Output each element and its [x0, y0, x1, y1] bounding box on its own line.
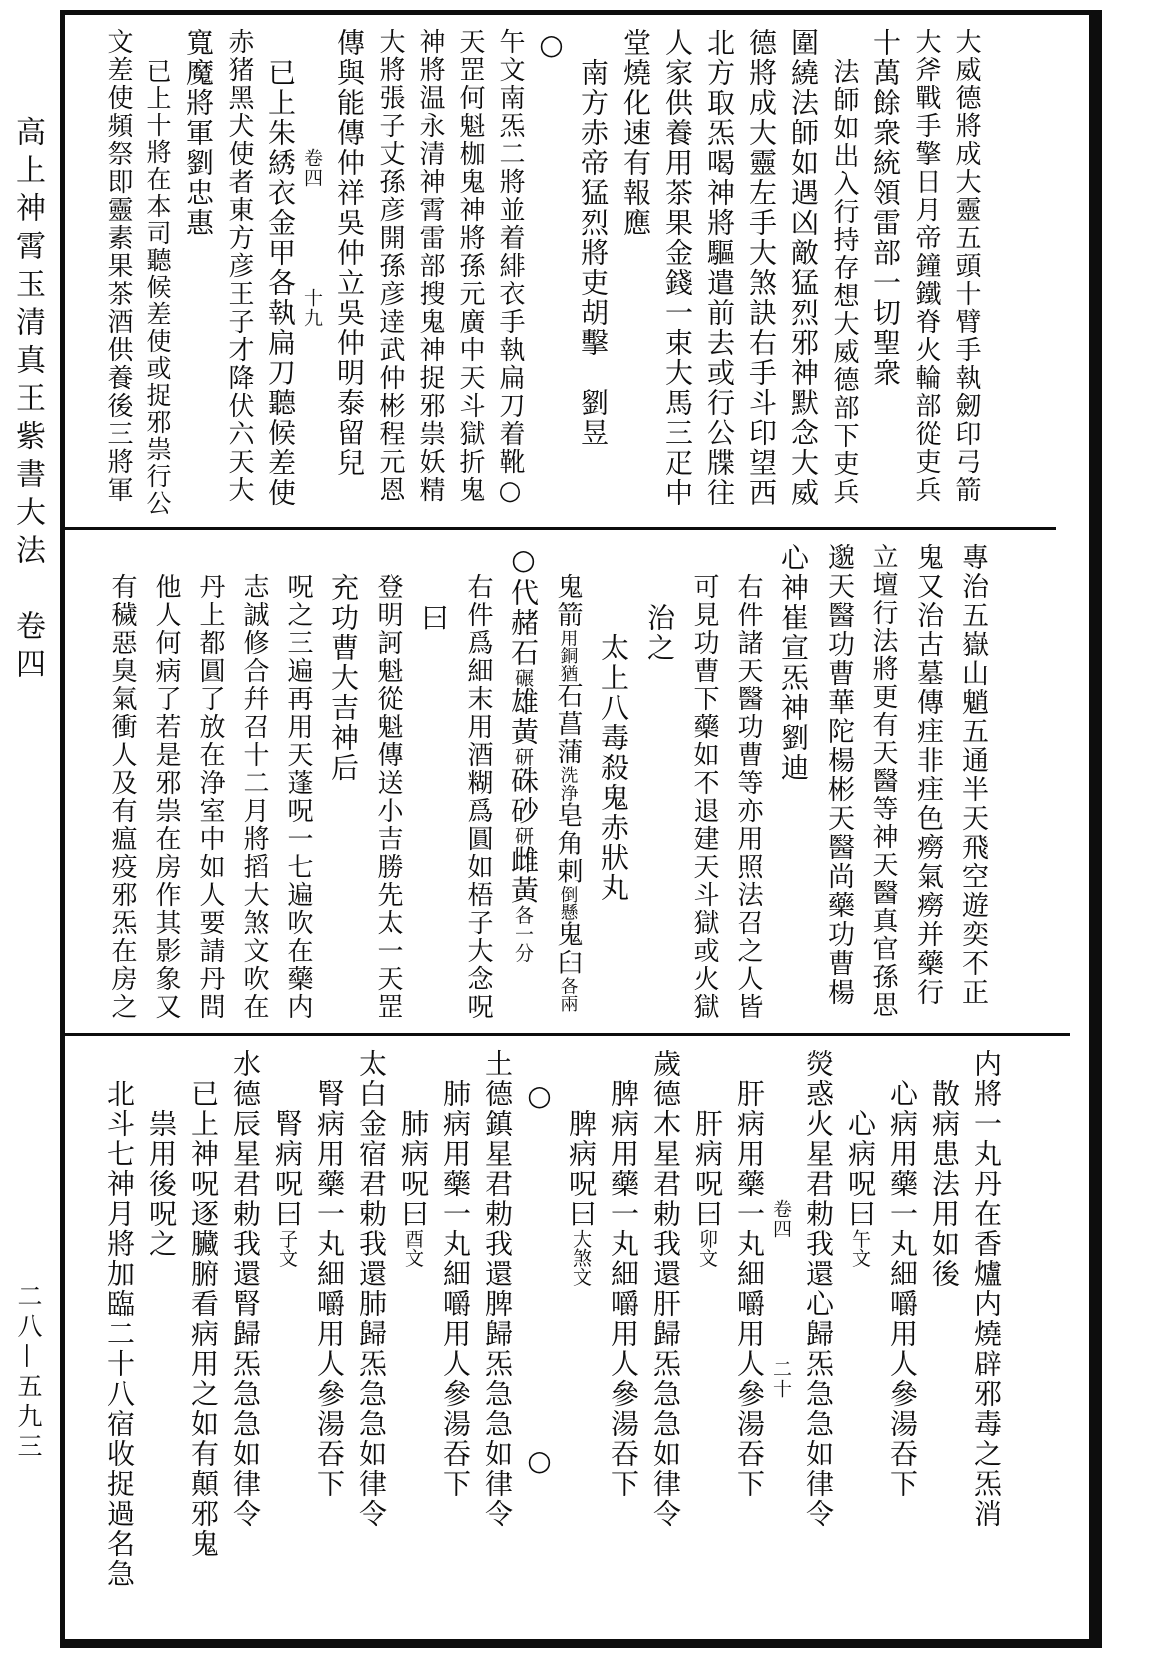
column-text: 傳與能傳仲祥吳仲立吳仲明泰留兒: [333, 28, 366, 478]
column-text: ○ ○: [523, 1079, 556, 1479]
text-column: [103, 1049, 136, 1626]
text-column: [327, 543, 360, 1020]
text-column: [457, 28, 483, 514]
page-number: 二八—五九三: [14, 1283, 43, 1463]
text-band-3: [65, 1033, 1070, 1639]
text-column: [886, 1049, 919, 1626]
column-text: 内將一丸丹在香爐内燒辟邪毒之炁消: [970, 1049, 1003, 1529]
text-column: [465, 543, 491, 1020]
column-text: 心病呪曰: [844, 1109, 877, 1229]
column-text: 呪之三遍再用天蓬呪一七遍吹在藥内: [283, 573, 313, 1021]
column-text: 已上十將在本司聽候差使或捉邪祟行公: [143, 58, 172, 517]
text-column: [661, 28, 694, 514]
text-column: [970, 1049, 1003, 1626]
column-text: 肺病呪曰: [397, 1109, 430, 1229]
column-text: 人家供養用茶果金錢一束大馬三疋中: [661, 28, 694, 508]
text-column: [831, 28, 857, 514]
column-text: 土德鎮星君勅我還脾歸炁急急如律令: [481, 1049, 514, 1529]
column-text: 文差使頻祭即靈素果茶酒供養後三將軍: [103, 28, 133, 504]
text-column: [565, 1049, 598, 1626]
text-column: [397, 1049, 430, 1626]
text-column: [914, 543, 941, 1020]
text-column: [333, 28, 366, 514]
column-text: 雄黃: [507, 687, 540, 748]
column-text: 大斧戰手擎日月帝鐘鐵脊火輪部從吏兵: [911, 28, 941, 504]
column-text: 十萬餘衆統領雷部一切聖衆: [869, 28, 902, 388]
column-text: 心神崔宣炁神劉迪: [777, 543, 810, 783]
column-text: 已上神呪逐臟腑看病用之如有顛邪鬼: [187, 1079, 220, 1559]
text-column: [313, 1049, 346, 1626]
volume-label: 卷四: [10, 610, 45, 686]
column-text: 寬魔將軍劉忠惠: [182, 28, 215, 238]
text-column: [535, 28, 568, 514]
text-column: [143, 28, 172, 517]
text-column: [145, 1049, 178, 1626]
column-text: 卷四 十九: [301, 148, 323, 328]
column-text: 皂角剌: [553, 801, 583, 886]
text-column: [417, 543, 450, 1020]
text-column: [959, 543, 986, 1020]
interlinear-note: 酉文: [402, 1229, 424, 1268]
column-text: 雌黃: [507, 845, 540, 906]
text-column: [844, 1049, 877, 1626]
interlinear-note: 各兩: [558, 976, 578, 1013]
interlinear-note: 洗浄: [558, 766, 578, 802]
column-text: 大威德將成大靈五頭十臂手執劒印弓箭: [951, 28, 981, 504]
text-column: [928, 1049, 961, 1626]
text-column: [497, 28, 523, 514]
interlinear-note: 用銅猶: [558, 629, 578, 683]
text-column: [802, 1049, 835, 1626]
column-text: 肝病呪曰: [691, 1109, 724, 1229]
column-text: 鬼又治古墓傳疰非疰色癆氣癆并藥行: [912, 543, 943, 1007]
interlinear-note: 大煞文: [570, 1229, 592, 1287]
text-column: [187, 1049, 220, 1626]
text-column: [733, 1049, 766, 1626]
column-text: 可見功曹下藥如不退建天斗獄或火獄: [689, 573, 719, 1021]
column-text: 神將温永清神霄雷部搜鬼神捉邪祟妖精: [415, 28, 445, 504]
text-column: [417, 28, 443, 514]
column-text: 志誠修合幷召十二月將搯大煞文吹在: [239, 573, 269, 1021]
column-text: 午文南炁二將並着緋衣手執扁刀着靴○: [495, 28, 525, 508]
text-column: [229, 1049, 262, 1626]
column-text: 赤猪黑犬使者東方彦王子才降伏六天大: [224, 28, 254, 504]
text-column: [869, 28, 902, 514]
column-text: 北方取炁喝神將驅遣前去或行公牒往: [703, 28, 736, 508]
text-column: [555, 543, 581, 1020]
text-column: [597, 543, 630, 1020]
text-column: [649, 1049, 682, 1626]
text-frame: [60, 10, 1102, 1648]
column-text: 熒惑火星君勅我還心歸炁急急如律令: [802, 1049, 835, 1529]
text-column: [913, 28, 939, 514]
text-column: [691, 1049, 724, 1626]
column-text: 鬼箭: [553, 573, 583, 629]
column-text: 德將成大靈左手大煞訣右手斗印望西: [745, 28, 778, 508]
folio-marker-column: [771, 1049, 790, 1626]
column-text: 卷四 二十: [770, 1199, 792, 1399]
text-column: [355, 1049, 388, 1626]
column-text: 他人何病了若是邪祟在房作其影象又: [151, 573, 181, 1021]
column-text: ○: [535, 28, 568, 63]
column-text: 肝病用藥一丸細嚼用人參湯吞下: [733, 1079, 766, 1499]
column-text: 歲德木星君勅我還肝歸炁急急如律令: [649, 1049, 682, 1529]
book-title: [10, 116, 45, 686]
text-column: [643, 543, 676, 1020]
text-column: [735, 543, 761, 1020]
text-column: [825, 543, 852, 1020]
column-text: 散病患法用如後: [928, 1079, 961, 1289]
column-text: 心病用藥一丸細嚼用人參湯吞下: [886, 1079, 919, 1499]
column-text: 石菖蒲: [553, 682, 583, 767]
column-text: 太上八毒殺鬼赤狀丸: [597, 633, 630, 903]
text-column: [953, 28, 979, 514]
column-text: 已上朱綉衣金甲各執扁刀聽候差使: [264, 58, 297, 508]
interlinear-note: 各一分: [512, 905, 534, 963]
text-column: [607, 1049, 640, 1626]
text-column: [787, 28, 820, 514]
column-text: 登明訶魁從魁傳送小吉勝先太一天罡: [373, 573, 403, 1021]
column-text: 充功曹大吉神后: [327, 573, 360, 783]
column-text: 腎病呪曰: [271, 1109, 304, 1229]
interlinear-note: 倒懸: [558, 885, 578, 921]
column-text: ○代赭石: [507, 543, 540, 668]
column-text: 南方赤帝猛烈將吏胡擊 劉昱: [577, 58, 610, 448]
text-band-1: [65, 15, 1049, 527]
text-column: [481, 1049, 514, 1626]
column-text: 大將張子丈孫彦開孫彦逹武仲彬程元恩: [375, 28, 405, 504]
text-column: [777, 543, 810, 1020]
text-column: [285, 543, 311, 1020]
text-column: [523, 1049, 556, 1626]
column-text: 法師如出入行持存想大威德部下吏兵: [829, 58, 859, 506]
interlinear-note: 研: [512, 826, 534, 846]
folio-marker-column: [302, 28, 321, 514]
text-column: [375, 543, 401, 1020]
column-text: 治之: [643, 603, 676, 663]
interlinear-note: 碾: [512, 668, 534, 688]
column-text: 專治五嶽山魈五通半天飛空遊奕不正: [957, 543, 988, 1007]
interlinear-note: 卯文: [696, 1229, 718, 1268]
text-column: [577, 28, 610, 514]
text-column: [870, 543, 896, 1020]
column-text: 鬼臼: [553, 920, 583, 977]
column-text: 堂燒化速有報應: [619, 28, 652, 238]
interlinear-note: 研: [512, 747, 534, 767]
interlinear-note: 子文: [276, 1229, 298, 1268]
column-text: 邈天醫功曹華陀楊彬天醫尚藥功曹楊: [823, 543, 854, 1007]
text-column: [377, 28, 403, 514]
text-column: [691, 543, 717, 1020]
text-column: [507, 543, 540, 1020]
column-text: 圍繞法師如遇凶敵猛烈邪神默念大威: [787, 28, 820, 508]
column-text: 丹上都圓了放在浄室中如人要請丹問: [195, 573, 225, 1021]
text-column: [271, 1049, 304, 1626]
text-column: [439, 1049, 472, 1626]
text-column: [197, 543, 223, 1020]
text-column: [109, 543, 135, 1020]
column-text: 太白金宿君勅我還肺歸炁急急如律令: [355, 1049, 388, 1529]
column-text: 立壇行法將更有天醫等神天醫真官孫思: [868, 543, 898, 1019]
text-column: [745, 28, 778, 514]
column-text: 肺病用藥一丸細嚼用人參湯吞下: [439, 1079, 472, 1499]
column-text: 北斗七神月將加臨二十八宿收捉過名急: [103, 1079, 136, 1589]
column-text: 右件諸天醫功曹等亦用照法召之人皆: [733, 573, 763, 1021]
column-text: 脾病呪曰: [565, 1109, 598, 1229]
interlinear-note: 午文: [849, 1229, 871, 1268]
column-text: 脾病用藥一丸細嚼用人參湯吞下: [607, 1079, 640, 1499]
text-column: [619, 28, 652, 514]
column-text: 右件爲細末用酒糊爲圓如梧子大念呪: [463, 573, 493, 1021]
column-text: 有穢惡臭氣衝人及有瘟疫邪炁在房之: [107, 573, 137, 1021]
text-column: [703, 28, 736, 514]
text-column: [241, 543, 267, 1020]
text-column: [105, 28, 131, 514]
column-text: 腎病用藥一丸細嚼用人參湯吞下: [313, 1079, 346, 1499]
column-text: 硃砂: [507, 766, 540, 827]
text-column: [153, 543, 179, 1020]
text-band-2: [65, 527, 1056, 1033]
column-text: 水德辰星君勅我還腎歸炁急急如律令: [229, 1049, 262, 1529]
text-column: [264, 28, 297, 514]
title-spacer: [10, 572, 45, 610]
book-title-text: 高上神霄玉清真王紫書大法: [10, 116, 45, 572]
text-column: [182, 28, 215, 514]
column-text: 天罡何魁枷鬼神將孫元廣中天斗獄折鬼: [455, 28, 485, 504]
text-column: [226, 28, 252, 514]
column-text: 祟用後呪之: [145, 1109, 178, 1259]
column-text: 曰: [417, 603, 450, 633]
